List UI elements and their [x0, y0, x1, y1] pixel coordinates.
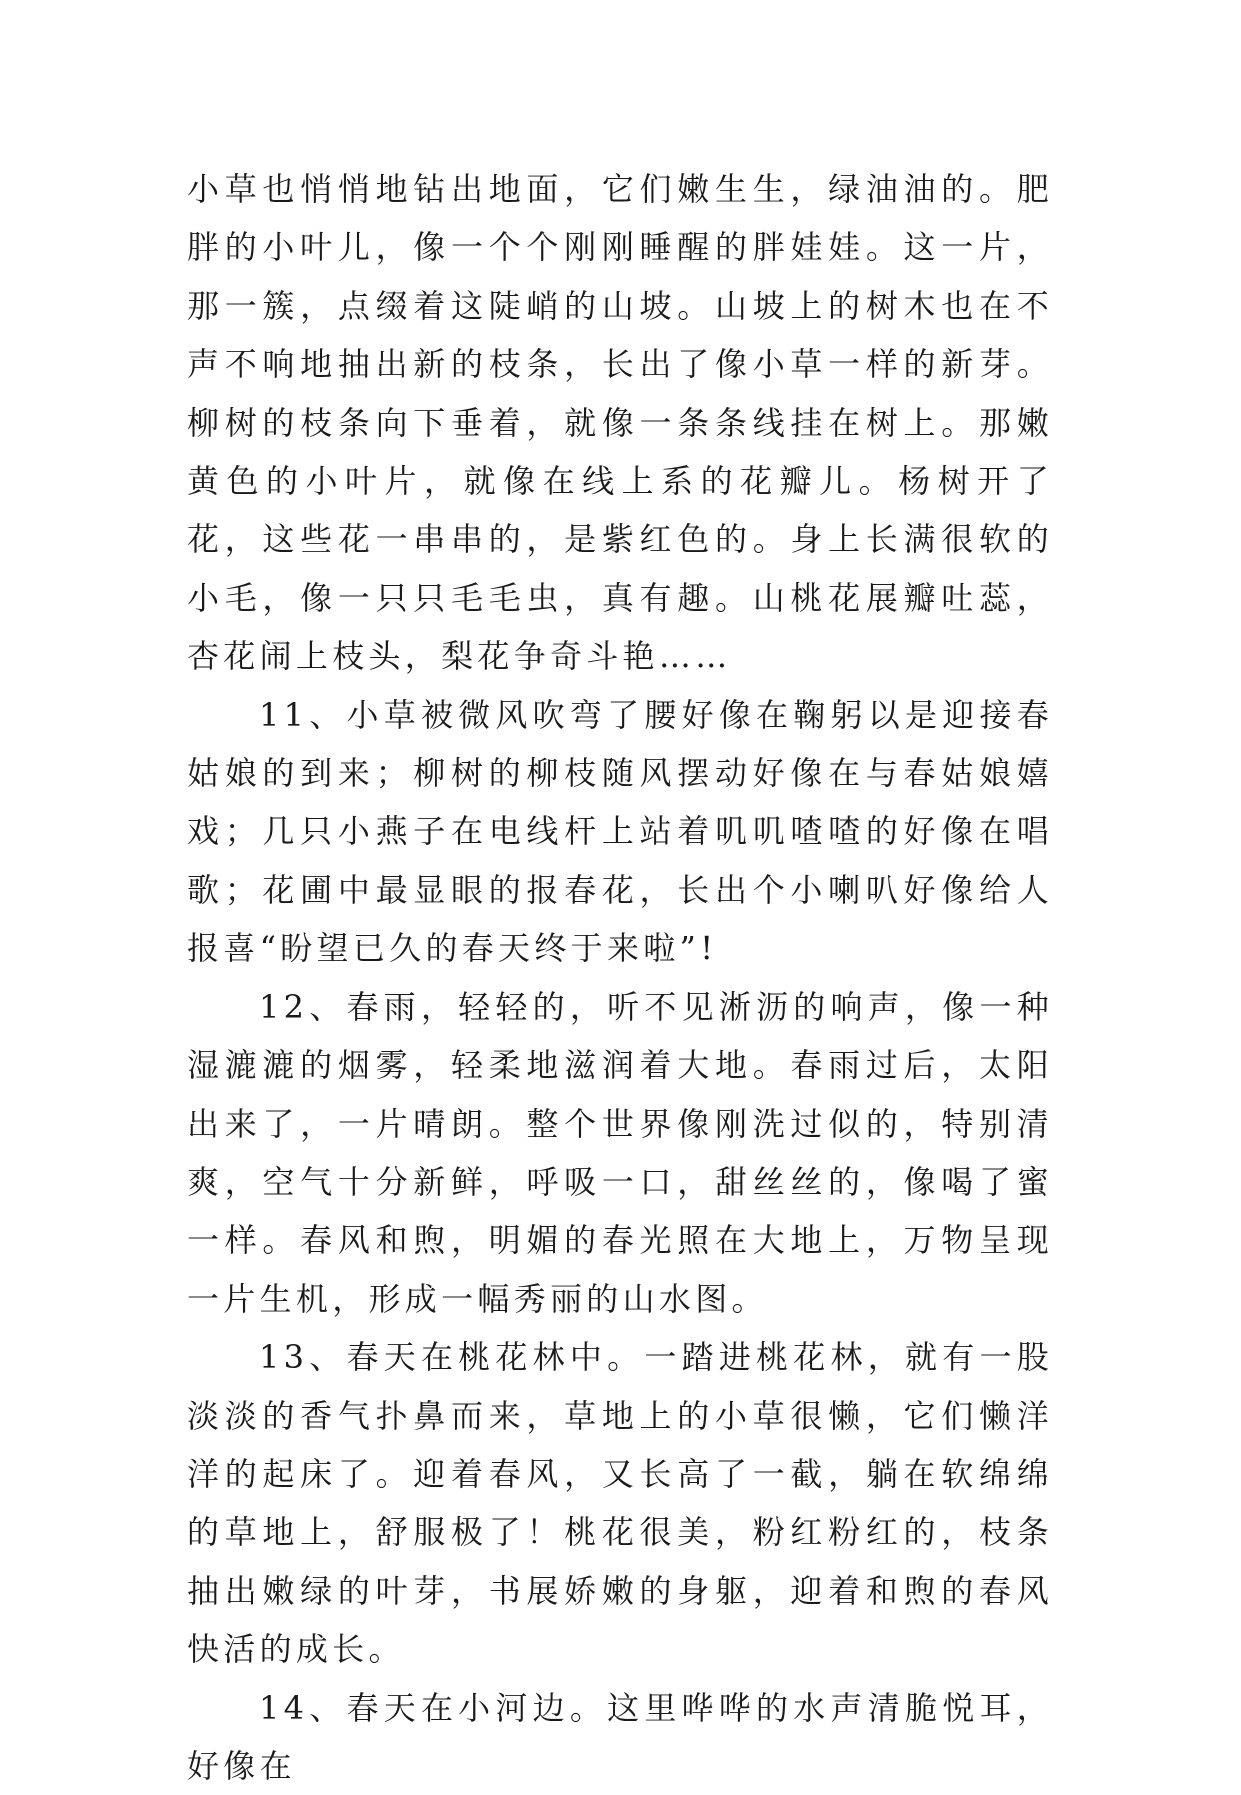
paragraph-12: 12、春雨，轻轻的，听不见淅沥的响声，像一种湿漉漉的烟雾，轻柔地滋润着大地。春雨过后，太阳出来了，一片晴朗。整个世界像刚洗过似的，特别清爽，空气十分新鲜，呼吸一口，甜丝丝的，像喝了蜜一样。春风和煦，明媚的春光照在大地上，万物呈现一片生机，形成一幅秀丽的山水图。 [187, 987, 1053, 1318]
paragraph-11: 11、小草被微风吹弯了腰好像在鞠躬以是迎接春姑娘的到来；柳树的柳枝随风摆动好像在与春姑娘嬉戏；几只小燕子在电线杆上站着叽叽喳喳的好像在唱歌；花圃中最显眼的报春花，长出个小喇叭好像给人报喜“盼望已久的春天终于来啦”! [187, 695, 1053, 968]
document-body [187, 160, 1053, 1795]
paragraph-14: 14、春天在小河边。这里哗哗的水声清脆悦耳，好像在 [187, 1688, 1053, 1785]
paragraph-13: 13、春天在桃花林中。一踏进桃花林，就有一股淡淡的香气扑鼻而来，草地上的小草很懒，它们懒洋洋的起床了。迎着春风，又长高了一截，躺在软绵绵的草地上，舒服极了！桃花很美，粉红粉红的，枝条抽出嫩绿的叶芽，书展娇嫩的身躯，迎着和煦的春风快活的成长。 [187, 1338, 1053, 1669]
paragraph-1: 小草也悄悄地钻出地面，它们嫩生生，绿油油的。肥胖的小叶儿，像一个个刚刚睡醒的胖娃娃。这一片，那一簇，点缀着这陡峭的山坡。山坡上的树木也在不声不响地抽出新的枝条，长出了像小草一样的新芽。柳树的枝条向下垂着，就像一条条线挂在树上。那嫩黄色的小叶片，就像在线上系的花瓣儿。杨树开了花，这些花一串串的，是紫红色的。身上长满很软的小毛，像一只只毛毛虫，真有趣。山桃花展瓣吐蕊，杏花闹上枝头，梨花争奇斗艳…… [187, 170, 1053, 676]
